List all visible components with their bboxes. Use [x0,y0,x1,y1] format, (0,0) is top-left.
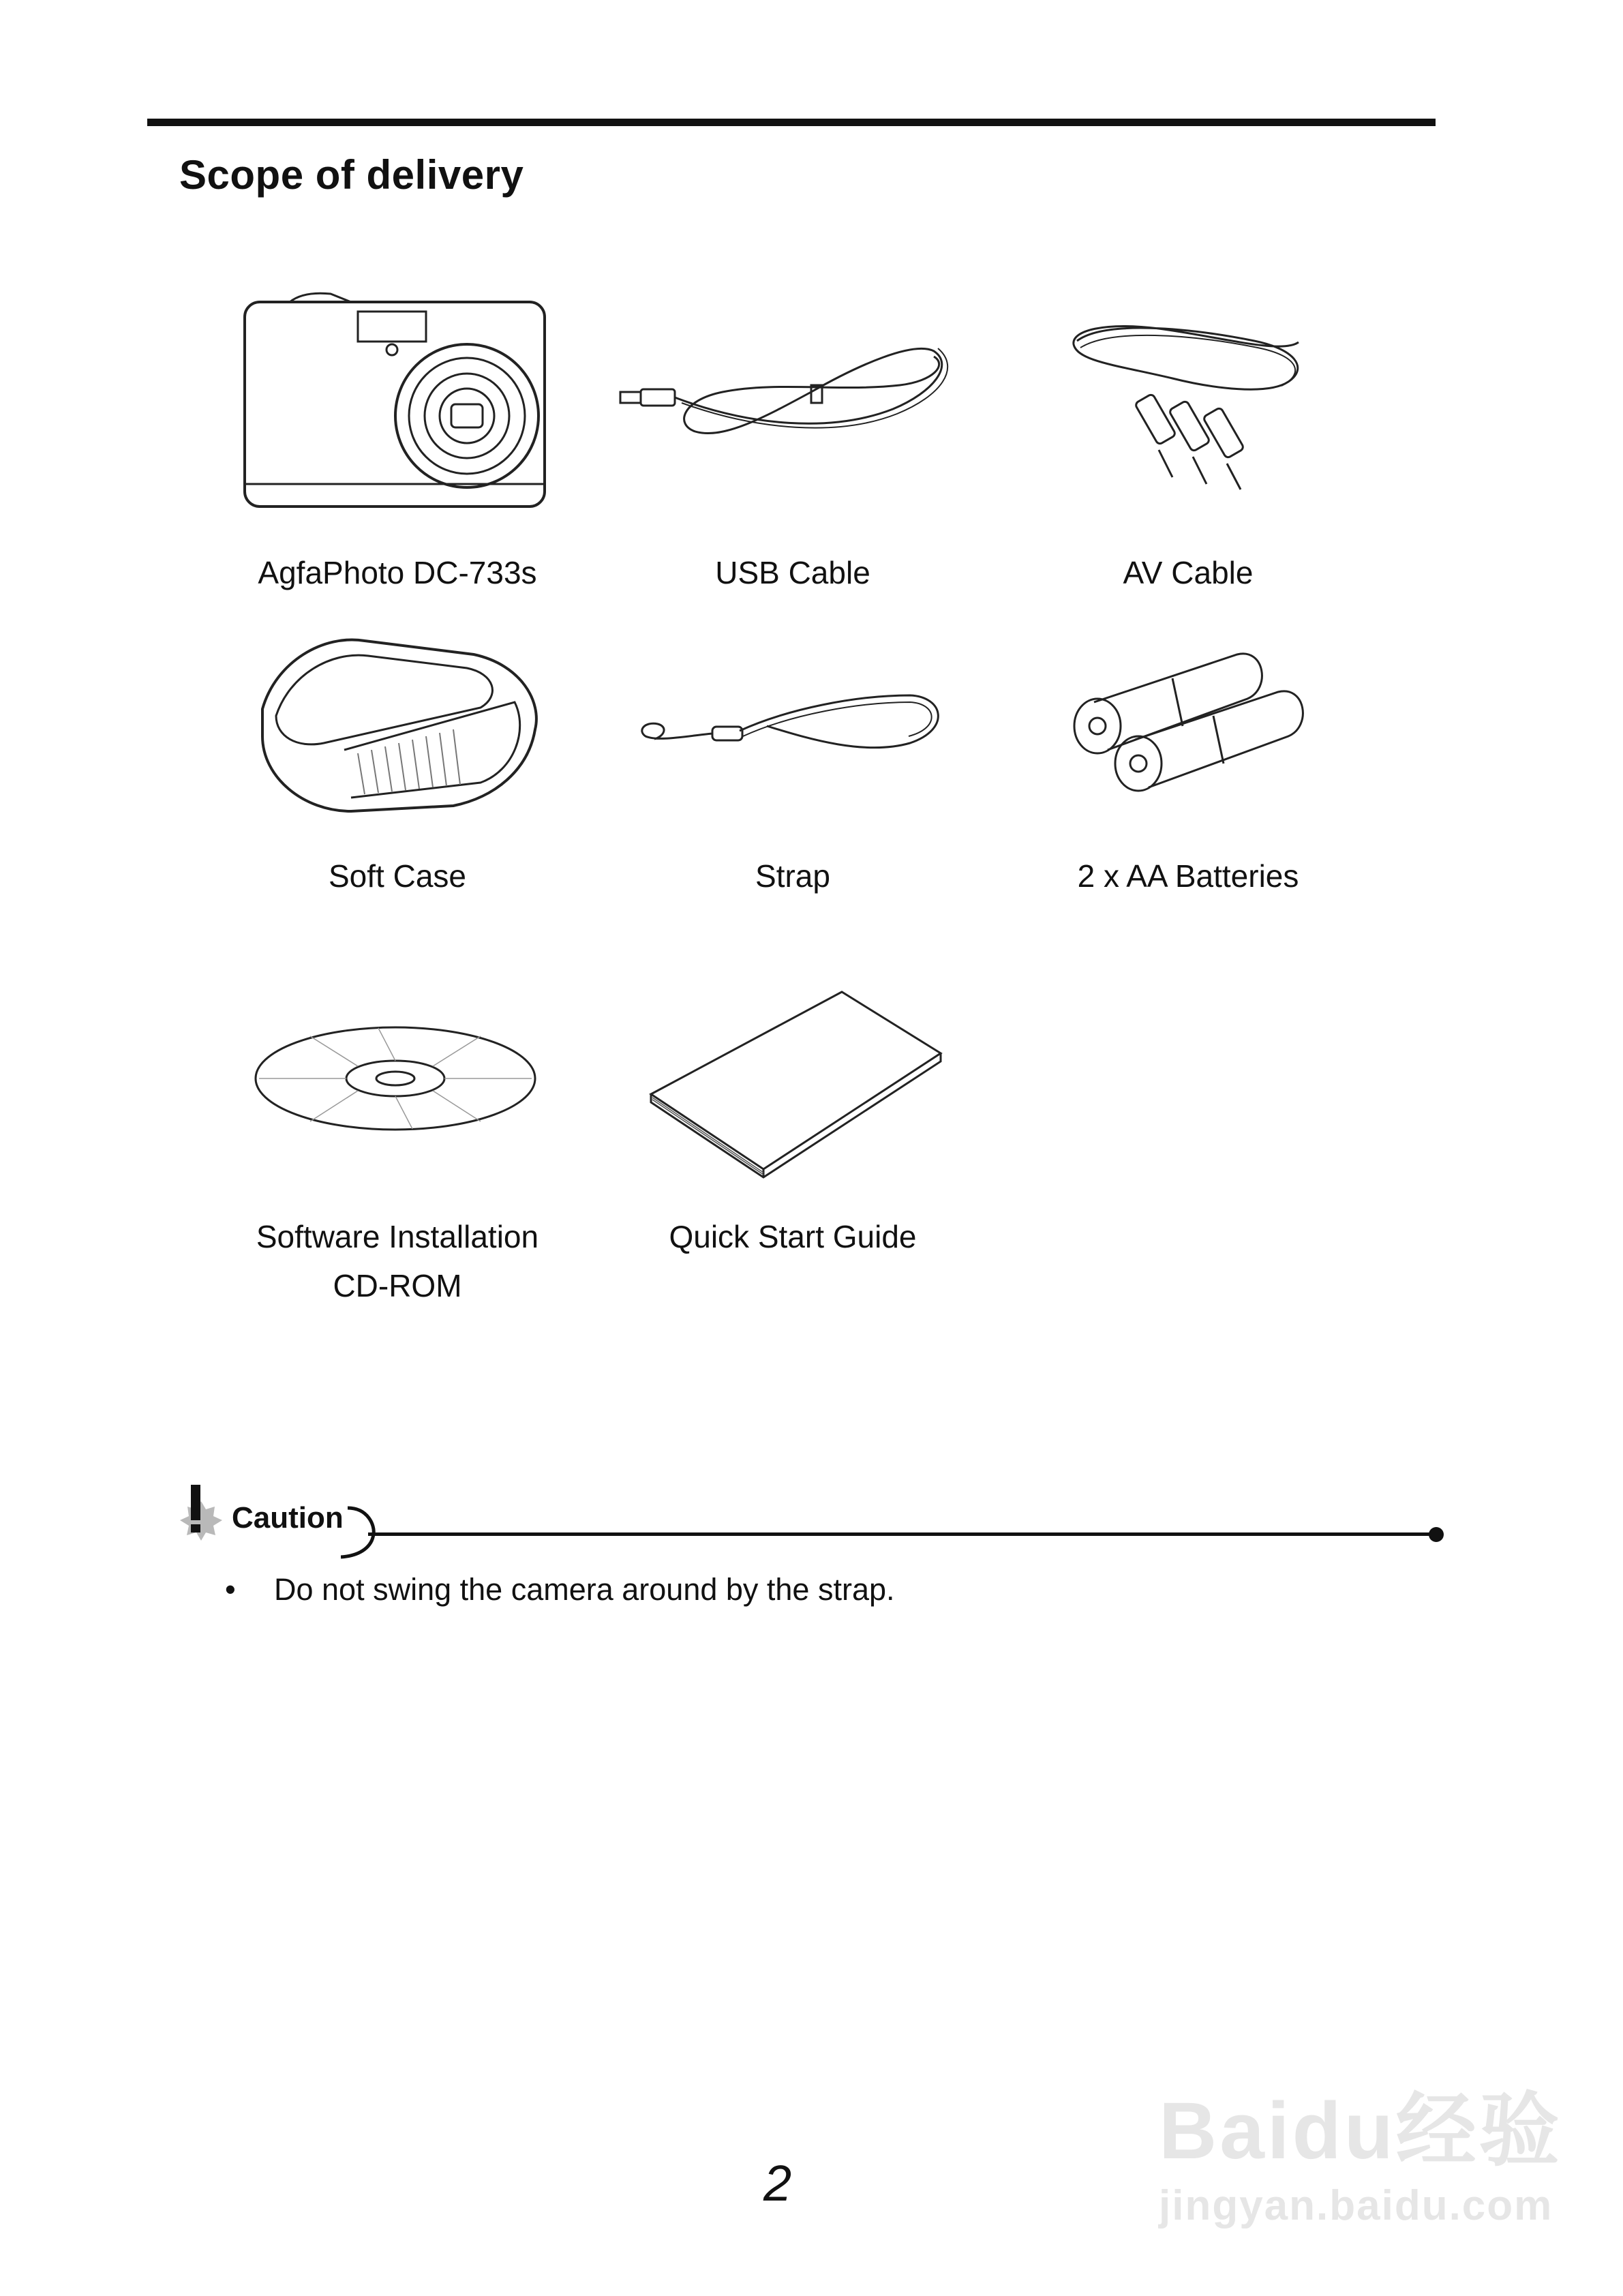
caution-rule [368,1532,1431,1536]
bullet-marker: • [225,1572,236,1607]
watermark-url: jingyan.baidu.com [1159,2182,1553,2229]
soft-case-illustration [249,627,549,818]
item-label-cd-rom-line2: CD-ROM [333,1268,462,1303]
item-label-soft-case: Soft Case [329,858,466,894]
cd-rom-illustration [249,1016,549,1145]
item-label-usb-cable: USB Cable [715,555,870,590]
item-label-camera: AgfaPhoto DC-733s [258,555,537,590]
item-label-av-cable: AV Cable [1123,555,1254,590]
caution-icon [170,1485,232,1550]
item-label-quick-start-guide: Quick Start Guide [669,1219,917,1254]
item-label-batteries: 2 x AA Batteries [1077,858,1299,894]
camera-illustration [242,290,556,515]
top-rule [147,119,1436,126]
caution-rule-end-dot [1429,1527,1444,1542]
caution-heading: Caution [232,1501,344,1535]
item-label-strap: Strap [755,858,830,894]
batteries-illustration [1067,648,1312,798]
av-cable-illustration [1063,314,1316,491]
usb-cable-illustration [613,337,975,460]
strap-illustration [637,682,951,764]
watermark [1159,2066,1562,2230]
watermark-brand: Baidu经验 [1159,2086,1562,2176]
caution-text: Do not swing the camera around by the strap. [274,1572,895,1607]
caution-bullet-item [225,1572,895,1607]
quick-start-guide-illustration [637,985,951,1183]
item-label-cd-rom [179,1212,616,1310]
item-label-cd-rom-line1: Software Installation [256,1219,539,1254]
page-number: 2 [763,2155,792,2211]
page-title: Scope of delivery [179,152,524,198]
